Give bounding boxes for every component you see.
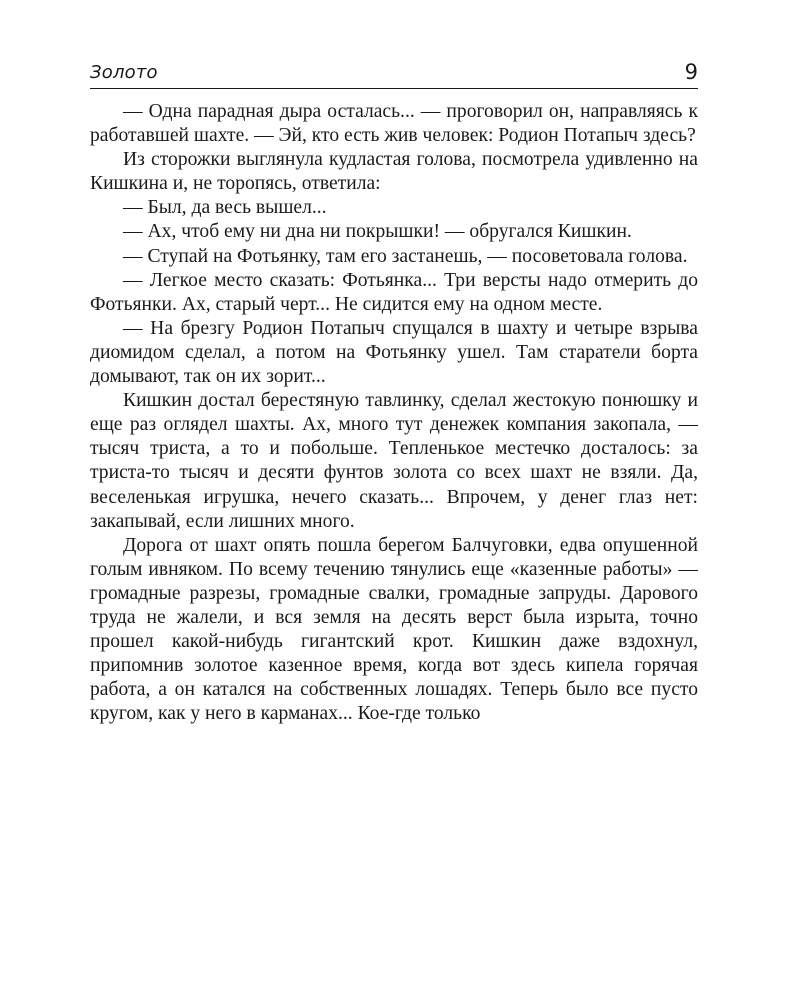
book-page [90, 58, 698, 958]
paragraph: — Ступай на Фотьянку, там его застанешь, — посоветовала голова. [123, 245, 688, 267]
running-header [90, 58, 698, 88]
paragraph: — Был, да весь вышел... [123, 197, 327, 219]
paragraph: Из сторожки выглянула кудластая голова, посмотрела удивленно на Кишкина и, не торопясь, ответила: [90, 149, 698, 195]
body-text [90, 100, 698, 726]
paragraph: Дорога от шахт опять пошла берегом Балчуговки, едва опушенной голым ивняком. По всему течению тянулись еще «казенные работы» — громадные разрезы, громадные свалки, громадные запруды. Дарового труда не жалели, и вся земля на десять верст была изрыта, точно прошел какой-нибудь гигантский крот. Кишкин даже вздохнул, припомнив золотое казенное время, когда вот здесь кипела горячая работа, а он катался на собственных лошадях. Теперь было все пусто кругом, как у него в карманах... Кое-где только [90, 534, 698, 725]
paragraph: — Ах, чтоб ему ни дна ни покрышки! — обругался Кишкин. [123, 221, 632, 243]
header-rule [90, 88, 698, 89]
paragraph: — Одна парадная дыра осталась... — проговорил он, направляясь к работавшей шахте. — Эй, кто есть жив человек: Родион Потапыч здесь? [90, 101, 698, 147]
running-title: Золото [90, 62, 158, 83]
paragraph: — На брезгу Родион Потапыч спущался в шахту и четыре взрыва диомидом сделал, а потом на Фотьянку ушел. Там старатели борта домывают, так он их зорит... [90, 317, 698, 388]
paragraph: — Легкое место сказать: Фотьянка... Три версты надо отмерить до Фотьянки. Ах, старый черт... Не сидится ему на одном месте. [90, 269, 698, 315]
paragraph: Кишкин достал берестяную тавлинку, сделал жестокую понюшку и еще раз оглядел шахты. Ах, много тут денежек компания закопала, — тысяч триста, а то и побольше. Тепленькое местечко досталось: за триста-то тысяч и десяти фунтов золота со всех шахт не взяли. Да, веселенькая игрушка, нечего сказать... Впрочем, у денег глаз нет: закапывай, если лишних много. [90, 390, 698, 532]
page-number: 9 [684, 60, 698, 84]
